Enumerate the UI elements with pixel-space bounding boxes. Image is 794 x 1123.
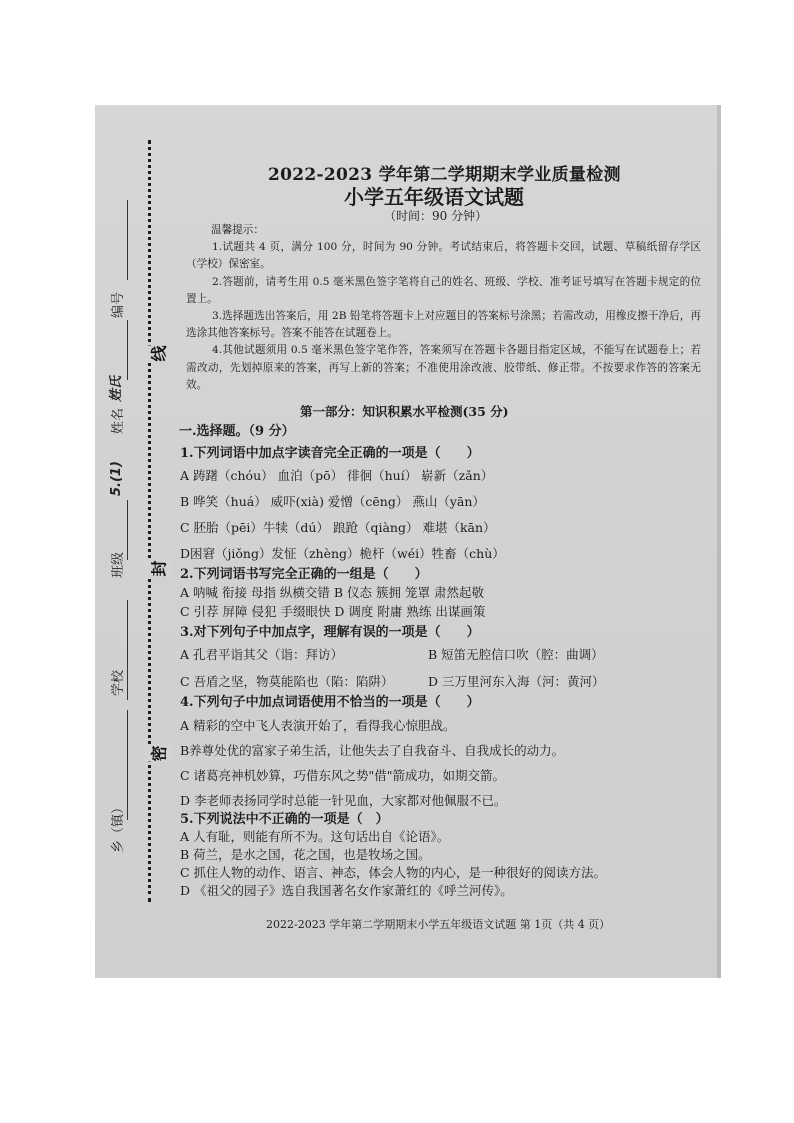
page-footer: 2022-2023 学年第二学期期末小学五年级语文试题 第 1页（共 4 页） xyxy=(266,918,611,931)
question-5-option-b: B 荷兰，是水之国，花之国，也是牧场之国。 xyxy=(180,847,431,862)
question-1-option-b: B 哗笑（huá） 威吓(xià) 爱憎（cēng） 燕山（yān） xyxy=(180,494,485,509)
seal-mi: 密 xyxy=(145,745,172,761)
xingming-value: 姓氏 xyxy=(109,375,124,402)
question-1-option-d: D困窘（jiǒng）发怔（zhèng）桅杆（wéi）牲畜（chù） xyxy=(180,546,505,561)
question-4-stem: 4.下列句子中加点词语使用不恰当的一项是（ ） xyxy=(180,695,480,710)
notice-item: 2.答题前，请考生用 0.5 毫米黑色签字笔将自己的姓名、班级、学校、准考证号填写在答题卡规定的位置上。 xyxy=(186,275,701,305)
question-3-option-d: D 三万里河东入海（河：黄河） xyxy=(428,674,605,689)
xuexiao-line xyxy=(127,600,128,700)
question-5-option-c: C 抓住人物的动作、语言、神态，体会人物的内心，是一种很好的阅读方法。 xyxy=(180,865,607,880)
section-heading: 一.选择题。（9 分） xyxy=(179,424,295,439)
question-3-option-b: B 短笛无腔信口吹（腔：曲调） xyxy=(428,647,604,662)
part-heading: 第一部分：知识积累水平检测(35 分) xyxy=(300,404,509,419)
question-3-stem: 3.对下列句子中加点字，理解有误的一项是（ ） xyxy=(180,625,480,640)
xingming-line xyxy=(127,320,128,380)
question-5-option-a: A 人有耻，则能有所不为。这句话出自《论语》。 xyxy=(180,829,450,844)
banji-line xyxy=(127,500,128,560)
question-4-option-b: B养尊处优的富家子弟生活，让他失去了自我奋斗、自我成长的动力。 xyxy=(180,743,565,758)
xuexiao-label: 学校 xyxy=(111,669,126,696)
notice-heading: 温馨提示： xyxy=(211,224,264,236)
question-5-option-d: D 《祖父的园子》选自我国著名女作家萧红的《呼兰河传》。 xyxy=(180,883,513,898)
xingming-label: 姓名 xyxy=(111,407,126,434)
question-3-option-c: C 吾盾之坚，物莫能陷也（陷：陷阱） xyxy=(180,674,394,689)
question-1-stem: 1.下列词语中加点字读音完全正确的一项是（ ） xyxy=(180,446,480,461)
xiang-line xyxy=(127,710,128,820)
seal-feng: 封 xyxy=(145,560,172,576)
exam-time: （时间：90 分钟） xyxy=(384,209,488,223)
question-5-stem: 5.下列说法中不正确的一项是（ ） xyxy=(180,812,389,827)
question-4-option-a: A 精彩的空中飞人表演开始了，看得我心惊胆战。 xyxy=(180,718,456,733)
notice-item: 1.试题共 4 页，满分 100 分，时间为 90 分钟。考试结束后，将答题卡交回，试题、草稿纸留存学区（学校）保密室。 xyxy=(186,241,701,271)
question-1-option-a: A 踌躇（chóu） 血泊（pō） 徘徊（huí） 崭新（zǎn） xyxy=(180,468,494,483)
exam-subtitle: 小学五年级语文试题 xyxy=(344,185,524,209)
question-4-option-d: D 李老师表扬同学时总能一针见血，大家都对他佩服不已。 xyxy=(180,793,507,808)
question-2-options-ab: A 呐喊 衔接 母指 纵横交错 B 仪态 簇拥 笼罩 肃然起敬 xyxy=(180,585,484,600)
xiang-label: 乡（镇） xyxy=(111,800,126,853)
banji-value: 5.(1) xyxy=(109,461,124,496)
seal-dotted-line xyxy=(148,140,151,902)
notice-item: 3.选择题选出答案后，用 2B 铅笔将答题卡上对应题目的答案标号涂黑；若需改动，用橡皮擦干净后，再选涂其他答案标号。答案不能答在试题卷上。 xyxy=(186,310,701,340)
question-1-option-c: C 胚胎（pēi）牛犊（dú） 踉跄（qiàng） 难堪（kān） xyxy=(180,520,496,535)
banji-label: 班级 xyxy=(111,551,126,578)
notice-item: 4.其他试题须用 0.5 毫米黑色签字笔作答，答案须写在答题卡各题目指定区域，不能写在试题卷上；若需改动，先划掉原来的答案，再写上新的答案；不准使用涂改液、胶带纸、修正带。不按要求作答的答案无效。 xyxy=(186,344,701,391)
bianhao-line xyxy=(127,200,128,280)
question-2-stem: 2.下列词语书写完全正确的一组是（ ） xyxy=(180,567,428,582)
question-3-option-a: A 孔君平诣其父（诣：拜访） xyxy=(180,647,344,662)
question-2-options-cd: C 引荐 屏障 侵犯 手缀眼快 D 调度 附庸 熟练 出谋画策 xyxy=(180,604,486,619)
question-4-option-c: C 诸葛亮神机妙算，巧借东风之势"借"箭成功，如期交箭。 xyxy=(180,768,506,783)
notice-block xyxy=(186,222,701,394)
exam-title: 2022-2023 学年第二学期期末学业质量检测 xyxy=(268,165,621,185)
bianhao-label: 编号 xyxy=(111,291,126,318)
seal-xian: 线 xyxy=(145,345,172,361)
